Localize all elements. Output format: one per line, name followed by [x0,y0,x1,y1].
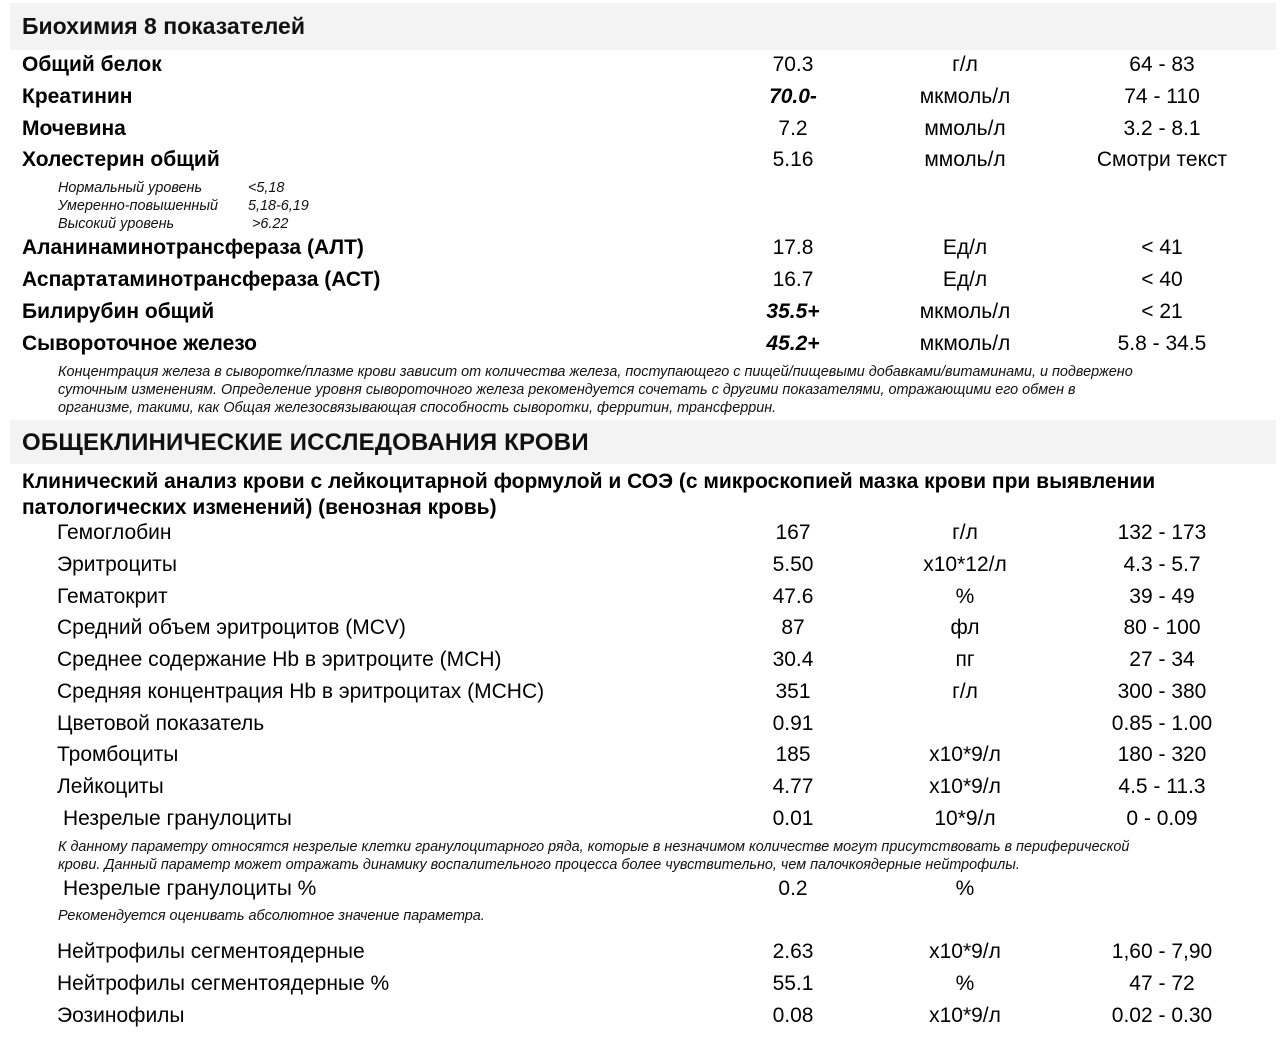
test-unit: % [955,585,975,608]
test-reference: < 21 [1141,300,1183,323]
test-unit: ммоль/л [924,117,1006,140]
test-unit: x10*9/л [929,743,1001,766]
test-name: Креатинин [22,85,133,108]
result-row-hematocrit [0,581,1280,613]
test-value: 70.3 [772,53,814,76]
test-unit: г/л [952,680,978,703]
panel-title-line: Клинический анализ крови с лейкоцитарной формулой и СОЭ (с микроскопией мазка крови при выявлении [22,470,1156,493]
test-reference: 0.85 - 1.00 [1111,712,1213,735]
test-name: Нейтрофилы сегментоядерные [57,940,365,963]
result-row-immature-granulocytes-pct [0,873,1280,905]
test-reference: 132 - 173 [1117,521,1207,544]
test-unit: % [955,972,975,995]
test-unit: мкмоль/л [919,300,1011,323]
test-name: Аспартатаминотрансфераза (АСТ) [22,268,381,291]
test-value: 5.50 [772,553,814,576]
test-unit: x10*9/л [929,1004,1001,1027]
test-name: Сывороточное железо [22,332,257,355]
test-unit: x10*12/л [923,553,1007,576]
note-line: К данному параметру относятся незрелые клетки гранулоцитарного ряда, которые в незначимом количестве могут присутствовать в периферической [58,839,1130,855]
test-unit: % [955,877,975,900]
test-value: 30.4 [772,648,814,671]
result-row-bilirubin [0,296,1280,328]
test-unit: x10*9/л [929,940,1001,963]
result-row-mch [0,644,1280,676]
result-row-platelets [0,739,1280,771]
test-value: 4.77 [772,775,814,798]
test-reference: 27 - 34 [1129,648,1195,671]
test-reference: 4.3 - 5.7 [1123,553,1201,576]
test-value: 55.1 [772,972,814,995]
test-reference: 74 - 110 [1124,85,1200,108]
test-name: Гематокрит [57,585,168,608]
test-name: Средняя концентрация Hb в эритроцитах (MCHC) [57,680,545,703]
test-reference: 180 - 320 [1117,743,1207,766]
cholesterol-level-value: <5,18 [248,180,285,196]
test-reference: 64 - 83 [1129,53,1195,76]
panel-title-line: патологических изменений) (венозная кровь) [22,496,497,519]
result-row-segmented-neutrophils [0,936,1280,968]
result-row-eosinophils [0,1000,1280,1032]
test-value-flagged: 35.5+ [766,300,820,323]
result-row-cholesterol [0,144,1280,176]
serum-iron-note [58,363,1274,417]
result-row-erythrocytes [0,549,1280,581]
test-reference: 3.2 - 8.1 [1123,117,1201,140]
result-row-segmented-neutrophils-pct [0,968,1280,1000]
section-header-blood-tests: ОБЩЕКЛИНИЧЕСКИЕ ИССЛЕДОВАНИЯ КРОВИ [10,420,1276,464]
note-line: Концентрация железа в сыворотке/плазме крови зависит от количества железа, поступающего с пищей/пищевыми добавками/витаминами, и подвержено [58,364,1133,380]
note-line: Рекомендуется оценивать абсолютное значение параметра. [58,908,485,924]
test-value: 47.6 [772,585,814,608]
test-name: Холестерин общий [22,148,220,171]
cholesterol-level-value: 5,18-6,19 [248,198,309,214]
cholesterol-level-label: Умеренно-повышенный [58,198,218,214]
note-line: суточным изменениям. Определение уровня сывороточного железа рекомендуется сочетать с другими показателями, отражающими его обмен в [58,382,1076,398]
test-reference: 0.02 - 0.30 [1111,1004,1213,1027]
test-value: 167 [775,521,811,544]
test-unit: мкмоль/л [919,332,1011,355]
test-unit: ммоль/л [924,148,1006,171]
cholesterol-level-value: >6.22 [252,216,289,232]
test-name: Лейкоциты [57,775,164,798]
test-name: Тромбоциты [57,743,179,766]
immature-granulocytes-note [58,838,1274,874]
test-value-flagged: 45.2+ [766,332,820,355]
test-unit: фл [950,616,980,639]
test-value: 0.91 [772,712,814,735]
test-name: Гемоглобин [57,521,172,544]
test-reference: 300 - 380 [1117,680,1207,703]
test-unit: Ед/л [942,236,988,259]
result-row-serum-iron [0,328,1280,360]
test-value: 16.7 [772,268,814,291]
cholesterol-level-label: Нормальный уровень [58,180,203,196]
test-reference: 1,60 - 7,90 [1111,940,1213,963]
test-name: Незрелые гранулоциты [63,807,292,830]
test-value-flagged: 70.0- [769,85,817,108]
result-row-total-protein [0,49,1280,81]
cholesterol-level-label: Высокий уровень [58,216,175,232]
immature-granulocytes-pct-note [58,907,1274,925]
result-row-leukocytes [0,771,1280,803]
result-row-mchc [0,676,1280,708]
test-reference: 47 - 72 [1129,972,1195,995]
result-row-ast [0,264,1280,296]
test-reference: < 41 [1141,236,1183,259]
result-row-alt [0,232,1280,264]
result-row-mcv [0,612,1280,644]
test-unit: x10*9/л [929,775,1001,798]
test-value: 185 [775,743,811,766]
test-reference: 4.5 - 11.3 [1118,775,1206,798]
panel-title [22,469,1262,521]
test-value: 5.16 [772,148,814,171]
test-name: Общий белок [22,53,162,76]
test-name: Аланинаминотрансфераза (АЛТ) [22,236,364,259]
section-header-biochemistry: Биохимия 8 показателей [10,3,1276,50]
test-name: Среднее содержание Hb в эритроците (MCH) [57,648,502,671]
test-unit: 10*9/л [934,807,996,830]
test-unit: г/л [952,521,978,544]
test-value: 0.2 [778,877,808,900]
test-reference: 39 - 49 [1129,585,1195,608]
test-name: Незрелые гранулоциты % [63,877,317,900]
test-reference: < 40 [1141,268,1183,291]
test-unit: пг [955,648,975,671]
test-name: Мочевина [22,117,126,140]
test-name: Нейтрофилы сегментоядерные % [57,972,390,995]
test-reference: 0 - 0.09 [1126,807,1198,830]
test-value: 351 [775,680,811,703]
test-value: 17.8 [772,236,814,259]
note-line: крови. Данный параметр может отражать динамику воспалительного процесса более чувствительно, чем палочкоядерные нейтрофилы. [58,857,1020,873]
test-value: 7.2 [778,117,808,140]
test-name: Цветовой показатель [57,712,265,735]
test-name: Эритроциты [57,553,177,576]
test-value: 2.63 [772,940,814,963]
note-line: организме, такими, как Общая железосвязывающая способность сыворотки, ферритин, трансферрин. [58,400,777,416]
test-value: 87 [781,616,805,639]
result-row-hemoglobin [0,517,1280,549]
test-unit: Ед/л [942,268,988,291]
test-name: Эозинофилы [57,1004,185,1027]
test-reference: 5.8 - 34.5 [1117,332,1207,355]
test-reference: 80 - 100 [1123,616,1201,639]
result-row-creatinine [0,81,1280,113]
test-unit: мкмоль/л [919,85,1011,108]
test-name: Билирубин общий [22,300,215,323]
result-row-urea [0,113,1280,145]
test-unit: г/л [952,53,978,76]
result-row-immature-granulocytes [0,803,1280,835]
result-row-color-index [0,708,1280,740]
test-name: Средний объем эритроцитов (MCV) [57,616,406,639]
test-value: 0.08 [772,1004,814,1027]
test-value: 0.01 [772,807,814,830]
test-reference: Смотри текст [1096,148,1228,171]
